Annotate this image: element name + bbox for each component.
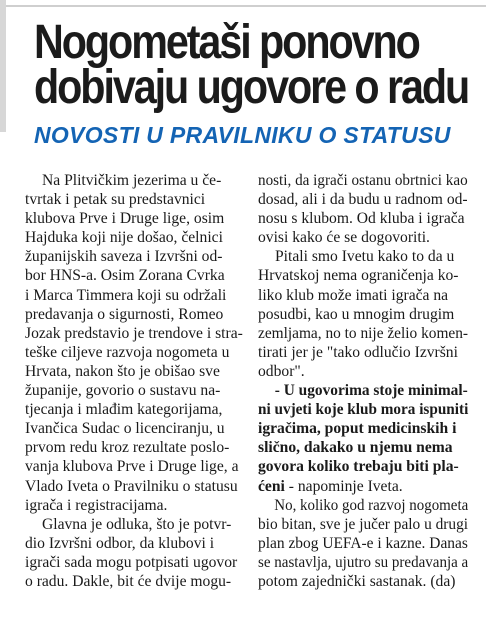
article-column-left <box>25 171 247 591</box>
text-line: vanja klubova Prve i Druge lige, a <box>25 458 239 476</box>
quote-attribution: - napominje Iveta. <box>284 477 403 495</box>
text-line: posudbi, kao u mnogim drugim <box>258 305 455 323</box>
text-line: ovisi kako će se dogovoriti. <box>258 229 430 247</box>
text-line: bio bitan, sve je jučer palo u drugi <box>258 515 469 533</box>
text-line: predavanja o sigurnosti, Romeo <box>25 305 224 323</box>
text-line: liko klub može imati igrača na <box>258 286 449 304</box>
text-line: Vlado Iveta o Pravilniku o statusu <box>25 477 238 495</box>
text-line: tjecanja i mlađim kategorijama, <box>25 401 223 419</box>
text-line: dio Izvršni odbor, da klubovi i <box>25 534 215 552</box>
text-line: nosu s klubom. Od kluba i igrača <box>258 210 465 228</box>
text-line: nosti, da igrači ostanu obrtnici kao <box>258 172 468 189</box>
headline-line-1: Nogometaši ponovno <box>34 16 419 69</box>
quote-end: ćeni <box>258 477 285 495</box>
page-edge-shadow <box>0 0 6 132</box>
text-line: Ivančica Sudac o licenciranju, u <box>25 420 225 438</box>
text-line: Glavna je odluka, što je potvr- <box>42 515 232 533</box>
quote-line: slično, dakako u njemu nema <box>258 439 453 457</box>
text-line: prvom redu kroz rezultate poslo- <box>25 439 230 457</box>
article-subheadline: NOVOSTI U PRAVILNIKU O STATUSU <box>34 122 451 148</box>
text-line: odbor". <box>258 362 305 380</box>
text-line: plan zbog UEFA-e i kazne. Danas <box>258 534 468 552</box>
text-line: Na Plitvičkim jezerima u če- <box>42 172 222 189</box>
article-column-right <box>258 171 468 591</box>
quote-line: - U ugovorima stoje minimal- <box>274 382 468 400</box>
text-line: županije, govorio o sustavu na- <box>25 382 221 400</box>
headline-line-2: dobivaju ugovore o radu <box>34 61 469 114</box>
text-line: tirati jer je "tako odlučio Izvršni <box>258 343 458 361</box>
text-line: teške ciljeve razvoja nogometa u <box>25 343 230 361</box>
text-line: dosad, ali i da budu u radnom od- <box>258 191 468 209</box>
text-line: igrača i registracijama. <box>25 496 168 514</box>
text-line: o radu. Dakle, bit će dvije mogu- <box>25 572 232 590</box>
top-rule <box>6 5 486 7</box>
text-line: županijskih saveza i Izvršni od- <box>25 248 223 266</box>
text-line: tvrtak i petak su predstavnici <box>25 191 206 209</box>
quote-line: govora koliko trebaju biti pla- <box>258 458 459 476</box>
text-line: Jozak predstavio je trendove i stra- <box>25 324 243 342</box>
text-line: Pitali smo Ivetu kako to da u <box>275 248 455 266</box>
text-line: klubova Prve i Druge lige, osim <box>25 210 225 228</box>
article-headline <box>34 16 469 114</box>
text-line: zemljama, no to nije želio komen- <box>258 324 469 342</box>
text-line: bor HNS-a. Osim Zorana Cvrka <box>25 267 225 285</box>
quote-line: ni uvjeti koje klub mora ispuniti <box>258 401 469 419</box>
text-line: potom zajednički sastanak. (da) <box>258 572 456 590</box>
text-line: igrači sada mogu potpisati ugovor <box>25 553 238 571</box>
text-line: se nastavlja, ujutro su predavanja a <box>258 553 469 571</box>
quote-line: igračima, poput medicinskih i <box>258 420 457 438</box>
text-line: Hrvata, nakon što je obišao sve <box>25 362 220 380</box>
text-line: Hajduka koji nije došao, čelnici <box>25 229 223 247</box>
text-line: Hrvatskoj nema ograničenja ko- <box>258 267 459 285</box>
quote-end-line <box>258 477 468 496</box>
text-line: i Marca Timmera koji su održali <box>25 286 227 304</box>
text-line: No, koliko god razvoj nogometa <box>274 496 469 514</box>
